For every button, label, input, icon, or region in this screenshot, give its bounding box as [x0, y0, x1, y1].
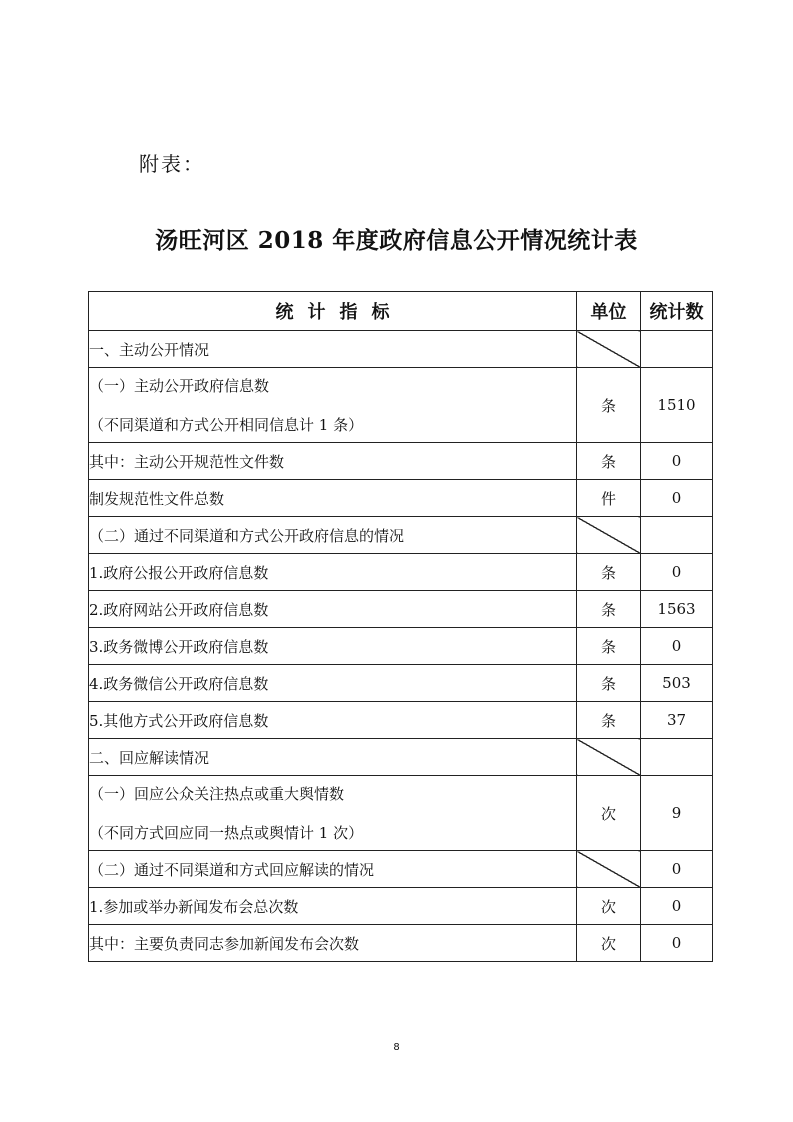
table-row — [89, 480, 713, 517]
indicator-cell — [89, 665, 577, 702]
table-row — [89, 702, 713, 739]
unit-cell-diagonal — [577, 739, 641, 776]
indicator-cell — [89, 480, 577, 517]
indicator-text: 制发规范性文件总数 — [89, 489, 225, 508]
table-row — [89, 554, 713, 591]
table-row — [89, 925, 713, 962]
table-row — [89, 628, 713, 665]
indicator-cell — [89, 851, 577, 888]
count-cell: 0 — [641, 480, 713, 517]
header-unit: 单位 — [577, 292, 641, 331]
indicator-cell — [89, 517, 577, 554]
count-cell: 0 — [641, 443, 713, 480]
indicator-cell — [89, 628, 577, 665]
unit-cell-diagonal — [577, 517, 641, 554]
document-title: 汤旺河区 2018 年度政府信息公开情况统计表 — [155, 227, 638, 254]
table-row — [89, 443, 713, 480]
table-row — [89, 776, 713, 851]
unit-cell-diagonal — [577, 851, 641, 888]
indicator-text: （一）回应公众关注热点或重大舆情数 — [89, 785, 345, 803]
table-row — [89, 665, 713, 702]
indicator-text: 1.政府公报公开政府信息数 — [89, 563, 269, 582]
indicator-text: 其中：主动公开规范性文件数 — [89, 452, 285, 471]
indicator-cell — [89, 591, 577, 628]
count-cell: 9 — [641, 776, 713, 851]
appendix-label: 附表： — [139, 152, 205, 176]
count-cell: 0 — [641, 888, 713, 925]
count-cell: 0 — [641, 554, 713, 591]
count-cell: 0 — [641, 925, 713, 962]
header-count: 统计数 — [641, 292, 713, 331]
unit-cell: 件 — [577, 480, 641, 517]
indicator-text: 2.政府网站公开政府信息数 — [89, 600, 269, 619]
unit-cell: 次 — [577, 925, 641, 962]
table-row — [89, 331, 713, 368]
count-cell — [641, 739, 713, 776]
table-body — [89, 331, 713, 962]
indicator-cell — [89, 443, 577, 480]
indicator-cell — [89, 925, 577, 962]
indicator-text: （一）主动公开政府信息数 — [89, 377, 270, 395]
count-cell: 1510 — [641, 368, 713, 443]
unit-cell: 条 — [577, 665, 641, 702]
table-row — [89, 517, 713, 554]
statistics-table — [88, 291, 713, 962]
count-cell — [641, 331, 713, 368]
indicator-cell — [89, 888, 577, 925]
indicator-text: 3.政务微博公开政府信息数 — [89, 637, 269, 656]
count-cell: 0 — [641, 851, 713, 888]
indicator-text: （二）通过不同渠道和方式回应解读的情况 — [89, 860, 375, 879]
count-cell: 503 — [641, 665, 713, 702]
unit-cell: 条 — [577, 591, 641, 628]
indicator-cell — [89, 368, 577, 443]
indicator-text: 4.政务微信公开政府信息数 — [89, 674, 269, 693]
indicator-text: 5.其他方式公开政府信息数 — [89, 711, 269, 730]
unit-cell: 条 — [577, 443, 641, 480]
indicator-text: 一、主动公开情况 — [89, 340, 210, 359]
indicator-text: （不同方式回应同一热点或舆情计 1 次） — [89, 824, 364, 842]
count-cell: 0 — [641, 628, 713, 665]
indicator-text: 其中：主要负责同志参加新闻发布会次数 — [89, 934, 360, 953]
unit-cell: 次 — [577, 776, 641, 851]
indicator-cell — [89, 776, 577, 851]
indicator-cell — [89, 739, 577, 776]
table-header-row — [89, 292, 713, 331]
unit-cell: 次 — [577, 888, 641, 925]
unit-cell: 条 — [577, 554, 641, 591]
table-row — [89, 591, 713, 628]
count-cell: 1563 — [641, 591, 713, 628]
indicator-text: 1.参加或举办新闻发布会总次数 — [89, 897, 299, 916]
table-row — [89, 368, 713, 443]
unit-cell: 条 — [577, 628, 641, 665]
indicator-text: （不同渠道和方式公开相同信息计 1 条） — [89, 416, 364, 434]
table-row — [89, 739, 713, 776]
indicator-cell — [89, 702, 577, 739]
count-cell — [641, 517, 713, 554]
page-number: 8 — [393, 1042, 400, 1053]
indicator-cell — [89, 554, 577, 591]
count-cell: 37 — [641, 702, 713, 739]
unit-cell: 条 — [577, 368, 641, 443]
unit-cell-diagonal — [577, 331, 641, 368]
indicator-cell — [89, 331, 577, 368]
table-row — [89, 851, 713, 888]
header-indicator: 统计指标 — [89, 292, 577, 331]
indicator-text: （二）通过不同渠道和方式公开政府信息的情况 — [89, 526, 405, 545]
indicator-text: 二、回应解读情况 — [89, 748, 210, 767]
unit-cell: 条 — [577, 702, 641, 739]
table-row — [89, 888, 713, 925]
